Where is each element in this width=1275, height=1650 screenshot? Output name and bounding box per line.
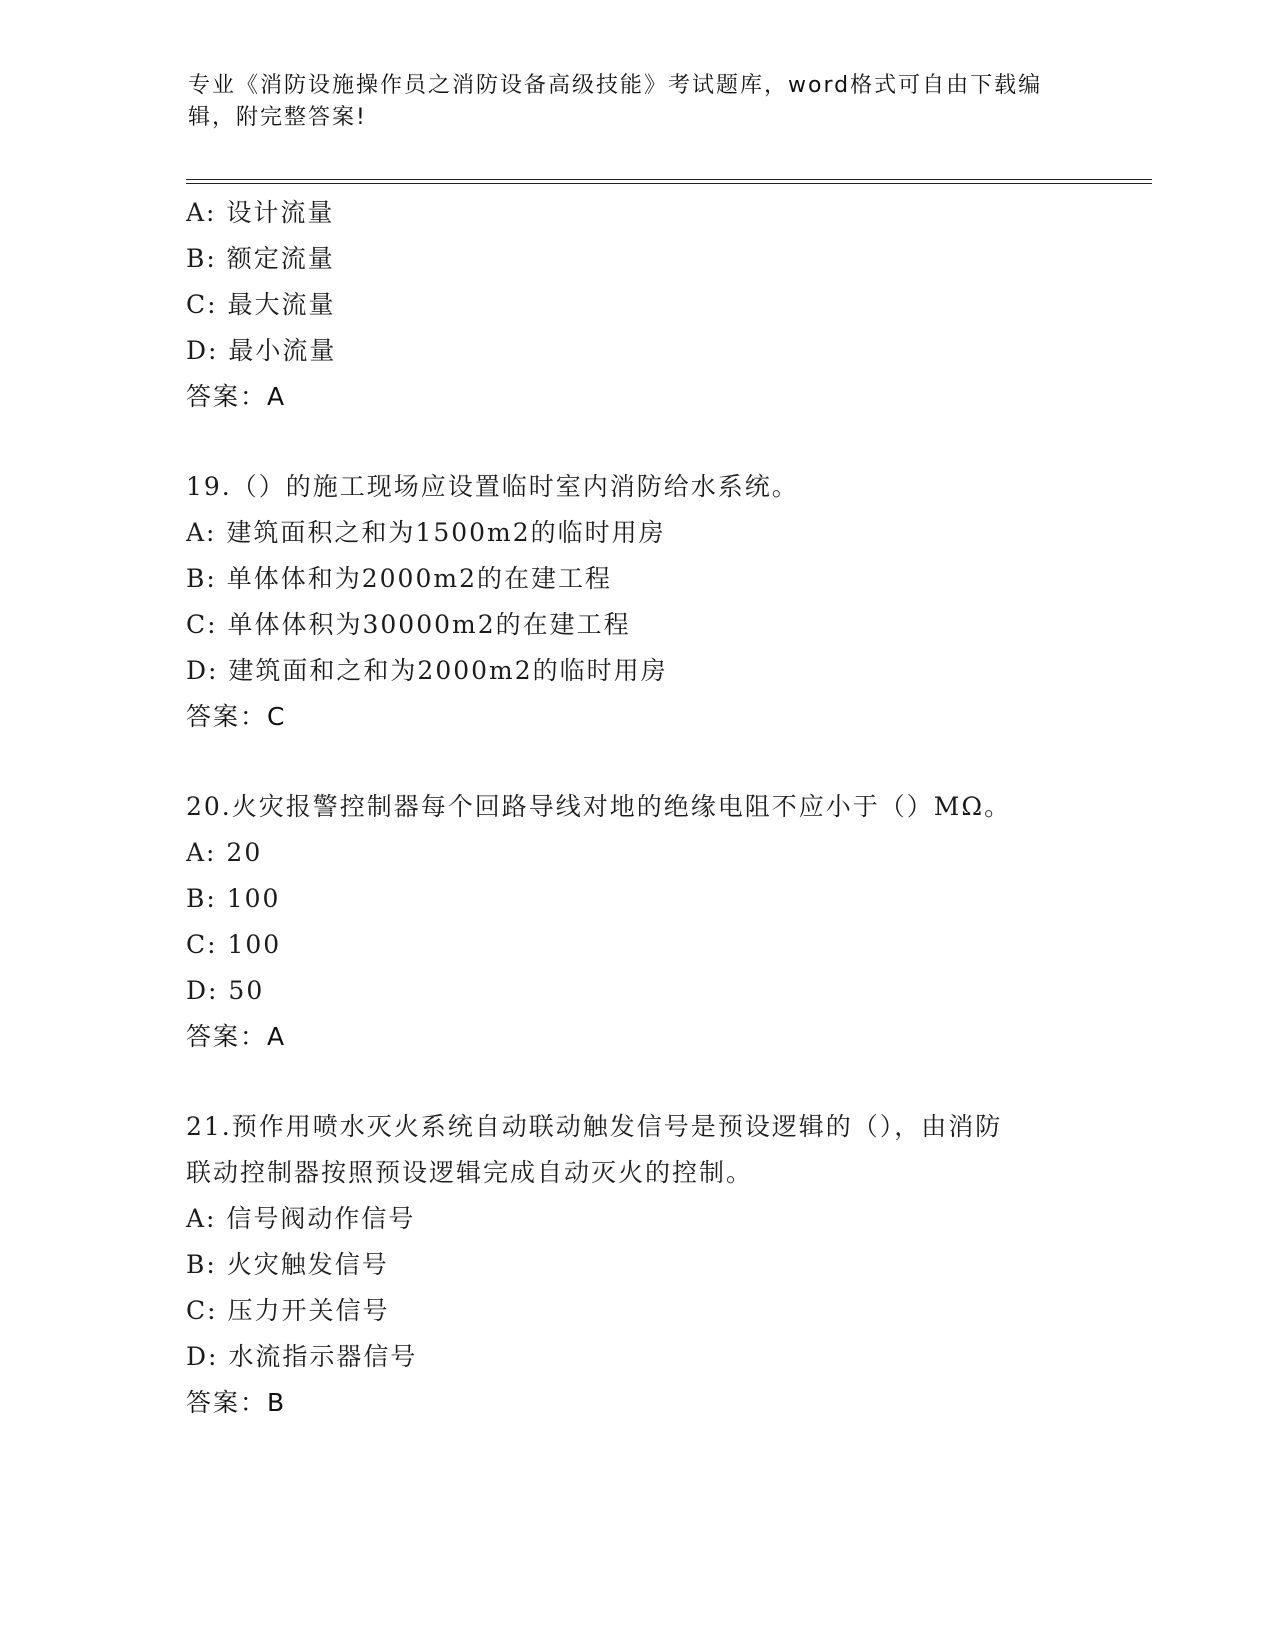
question-block-21 bbox=[186, 1104, 1106, 1426]
option-d: D: 50 bbox=[186, 976, 265, 1005]
header-line-1: 专业《消防设施操作员之消防设备高级技能》考试题库，word格式可自由下载编 bbox=[188, 73, 1043, 98]
question-text-line-1: 21.预作用喷水灭火系统自动联动触发信号是预设逻辑的（），由消防 bbox=[186, 1112, 1003, 1141]
question-block-20 bbox=[186, 784, 1106, 1060]
answer-text: 答案：B bbox=[186, 1388, 287, 1417]
header-line-2: 辑，附完整答案! bbox=[188, 105, 367, 130]
option-d: D: 建筑面和之和为2000m2的临时用房 bbox=[186, 656, 668, 685]
question-list bbox=[186, 190, 1106, 1426]
option-a: A: 信号阀动作信号 bbox=[186, 1204, 416, 1233]
answer-text: 答案：A bbox=[186, 382, 287, 411]
question-text: 20.火灾报警控制器每个回路导线对地的绝缘电阻不应小于（）MΩ。 bbox=[186, 792, 1012, 821]
option-c: C: 单体体积为30000m2的在建工程 bbox=[186, 610, 631, 639]
option-d: D: 最小流量 bbox=[186, 336, 337, 365]
option-b: B: 额定流量 bbox=[186, 244, 335, 273]
option-b: B: 单体体和为2000m2的在建工程 bbox=[186, 564, 612, 593]
option-a: A: 设计流量 bbox=[186, 198, 335, 227]
option-b: B: 火灾触发信号 bbox=[186, 1250, 389, 1279]
option-d: D: 水流指示器信号 bbox=[186, 1342, 418, 1371]
question-block-19 bbox=[186, 464, 1106, 740]
answer-text: 答案：C bbox=[186, 702, 287, 731]
option-b: B: 100 bbox=[186, 884, 281, 913]
question-block-18 bbox=[186, 190, 1106, 420]
option-a: A: 建筑面积之和为1500m2的临时用房 bbox=[186, 518, 666, 547]
question-text: 19.（）的施工现场应设置临时室内消防给水系统。 bbox=[186, 472, 799, 501]
option-c: C: 100 bbox=[186, 930, 282, 959]
document-header bbox=[188, 70, 1088, 134]
option-a: A: 20 bbox=[186, 838, 263, 867]
option-c: C: 最大流量 bbox=[186, 290, 336, 319]
answer-text: 答案：A bbox=[186, 1022, 287, 1051]
question-text-line-2: 联动控制器按照预设逻辑完成自动灭火的控制。 bbox=[186, 1158, 754, 1187]
header-divider-top bbox=[186, 179, 1152, 180]
header-divider-bottom bbox=[186, 183, 1152, 184]
option-c: C: 压力开关信号 bbox=[186, 1296, 390, 1325]
